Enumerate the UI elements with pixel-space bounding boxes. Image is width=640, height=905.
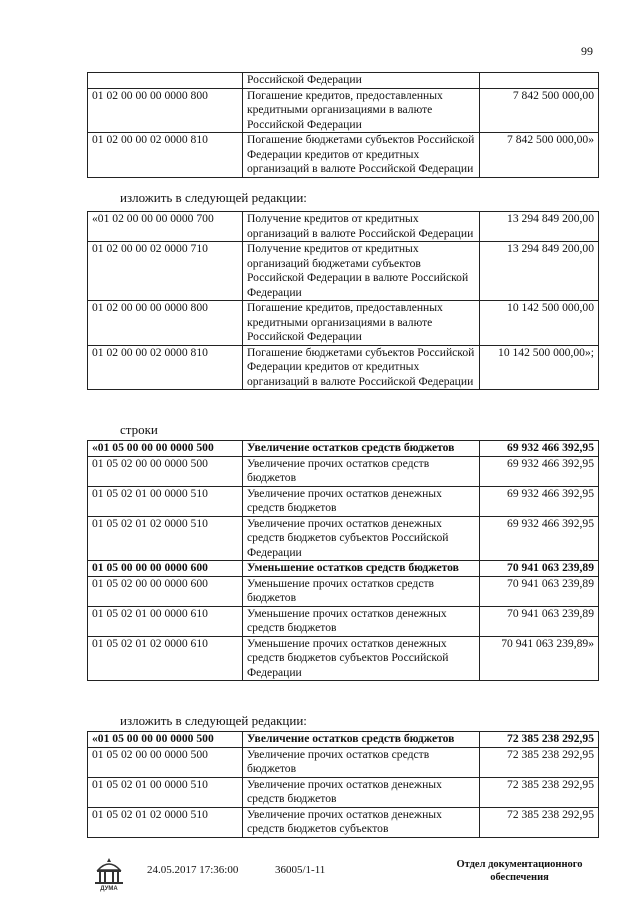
amount-cell: 72 385 238 292,95 [480, 777, 599, 807]
amount-cell: 72 385 238 292,95 [480, 732, 599, 748]
budget-code-cell: 01 05 02 01 00 0000 510 [88, 777, 243, 807]
description-cell: Получение кредитов от кредитных организаций в валюте Российской Федерации [243, 212, 480, 242]
table-row [88, 73, 599, 89]
amount-cell: 10 142 500 000,00»; [480, 345, 599, 390]
budget-code-cell [88, 73, 243, 89]
instruction-text: изложить в следующей редакции: [120, 190, 307, 205]
budget-code-cell: 01 05 02 00 00 0000 500 [88, 456, 243, 486]
table-row [88, 576, 599, 606]
amount-cell: 69 932 466 392,95 [480, 486, 599, 516]
rows-label-text: строки [120, 422, 158, 437]
table-row [88, 345, 599, 390]
amount-cell: 10 142 500 000,00 [480, 301, 599, 346]
footer-datetime: 24.05.2017 17:36:00 [147, 864, 239, 876]
table-row [88, 807, 599, 837]
table-row [88, 301, 599, 346]
description-cell: Увеличение прочих остатков средств бюджетов [243, 747, 480, 777]
table-row [88, 636, 599, 681]
amount-cell: 13 294 849 200,00 [480, 242, 599, 301]
description-cell: Погашение бюджетами субъектов Российской Федерации кредитов от кредитных организаций в валюте Российской Федерации [243, 133, 480, 178]
budget-code-cell: 01 02 00 00 02 0000 810 [88, 133, 243, 178]
budget-code-cell: «01 05 00 00 00 0000 500 [88, 441, 243, 457]
table-previous-balance-rows [87, 440, 599, 681]
description-cell: Уменьшение прочих остатков денежных средств бюджетов [243, 606, 480, 636]
table-row [88, 242, 599, 301]
description-cell: Уменьшение прочих остатков денежных средств бюджетов субъектов Российской Федерации [243, 636, 480, 681]
amount-cell: 70 941 063 239,89» [480, 636, 599, 681]
table-row [88, 486, 599, 516]
budget-code-cell: 01 05 02 01 00 0000 610 [88, 606, 243, 636]
budget-code-cell: 01 05 02 01 02 0000 510 [88, 516, 243, 561]
description-cell: Увеличение прочих остатков денежных средств бюджетов субъектов Российской Федерации [243, 516, 480, 561]
budget-code-cell: «01 02 00 00 00 0000 700 [88, 212, 243, 242]
budget-code-cell: 01 05 02 01 02 0000 610 [88, 636, 243, 681]
description-cell: Уменьшение прочих остатков средств бюджетов [243, 576, 480, 606]
table-row [88, 732, 599, 748]
description-cell: Российской Федерации [243, 73, 480, 89]
table-row [88, 561, 599, 577]
description-cell: Уменьшение остатков средств бюджетов [243, 561, 480, 577]
amount-cell: 70 941 063 239,89 [480, 576, 599, 606]
table-row [88, 456, 599, 486]
budget-code-cell: 01 05 02 01 00 0000 510 [88, 486, 243, 516]
table-row [88, 606, 599, 636]
page-number: 99 [581, 44, 593, 58]
budget-code-cell: 01 05 02 00 00 0000 500 [88, 747, 243, 777]
description-cell: Увеличение остатков средств бюджетов [243, 441, 480, 457]
description-cell: Увеличение прочих остатков средств бюджетов [243, 456, 480, 486]
amount-cell: 7 842 500 000,00 [480, 88, 599, 133]
amount-cell: 69 932 466 392,95 [480, 441, 599, 457]
table-row [88, 88, 599, 133]
description-cell: Увеличение прочих остатков денежных средств бюджетов [243, 486, 480, 516]
table-new-credit-rows [87, 211, 599, 390]
amount-cell: 70 941 063 239,89 [480, 606, 599, 636]
svg-text:ДУМА: ДУМА [100, 886, 118, 892]
budget-code-cell: 01 02 00 00 02 0000 710 [88, 242, 243, 301]
description-cell: Получение кредитов от кредитных организаций бюджетами субъектов Российской Федерации в валюте Российской Федерации [243, 242, 480, 301]
amount-cell: 13 294 849 200,00 [480, 212, 599, 242]
amount-cell: 7 842 500 000,00» [480, 133, 599, 178]
description-cell: Увеличение остатков средств бюджетов [243, 732, 480, 748]
description-cell: Погашение кредитов, предоставленных кредитными организациями в валюте Российской Федерации [243, 88, 480, 133]
footer-department: Отдел документационного обеспечения [456, 859, 583, 883]
table-row [88, 212, 599, 242]
table-new-balance-rows [87, 731, 599, 838]
description-cell: Погашение кредитов, предоставленных кредитными организациями в валюте Российской Федерации [243, 301, 480, 346]
amount-cell: 72 385 238 292,95 [480, 747, 599, 777]
instruction-text-2: изложить в следующей редакции: [120, 713, 307, 728]
table-row [88, 441, 599, 457]
budget-code-cell: «01 05 00 00 00 0000 500 [88, 732, 243, 748]
budget-code-cell: 01 05 02 00 00 0000 600 [88, 576, 243, 606]
amount-cell [480, 73, 599, 89]
table-row [88, 747, 599, 777]
description-cell: Погашение бюджетами субъектов Российской Федерации кредитов от кредитных организаций в валюте Российской Федерации [243, 345, 480, 390]
duma-building-icon [92, 856, 126, 892]
description-cell: Увеличение прочих остатков денежных средств бюджетов [243, 777, 480, 807]
budget-code-cell: 01 02 00 00 00 0000 800 [88, 301, 243, 346]
budget-code-cell: 01 02 00 00 02 0000 810 [88, 345, 243, 390]
table-row [88, 133, 599, 178]
description-cell: Увеличение прочих остатков денежных средств бюджетов субъектов [243, 807, 480, 837]
amount-cell: 72 385 238 292,95 [480, 807, 599, 837]
amount-cell: 69 932 466 392,95 [480, 456, 599, 486]
table-previous-credit-rows [87, 72, 599, 178]
amount-cell: 69 932 466 392,95 [480, 516, 599, 561]
amount-cell: 70 941 063 239,89 [480, 561, 599, 577]
table-row [88, 777, 599, 807]
budget-code-cell: 01 05 02 01 02 0000 510 [88, 807, 243, 837]
budget-code-cell: 01 02 00 00 00 0000 800 [88, 88, 243, 133]
table-row [88, 516, 599, 561]
footer-doc-number: 36005/1-11 [275, 864, 326, 876]
budget-code-cell: 01 05 00 00 00 0000 600 [88, 561, 243, 577]
